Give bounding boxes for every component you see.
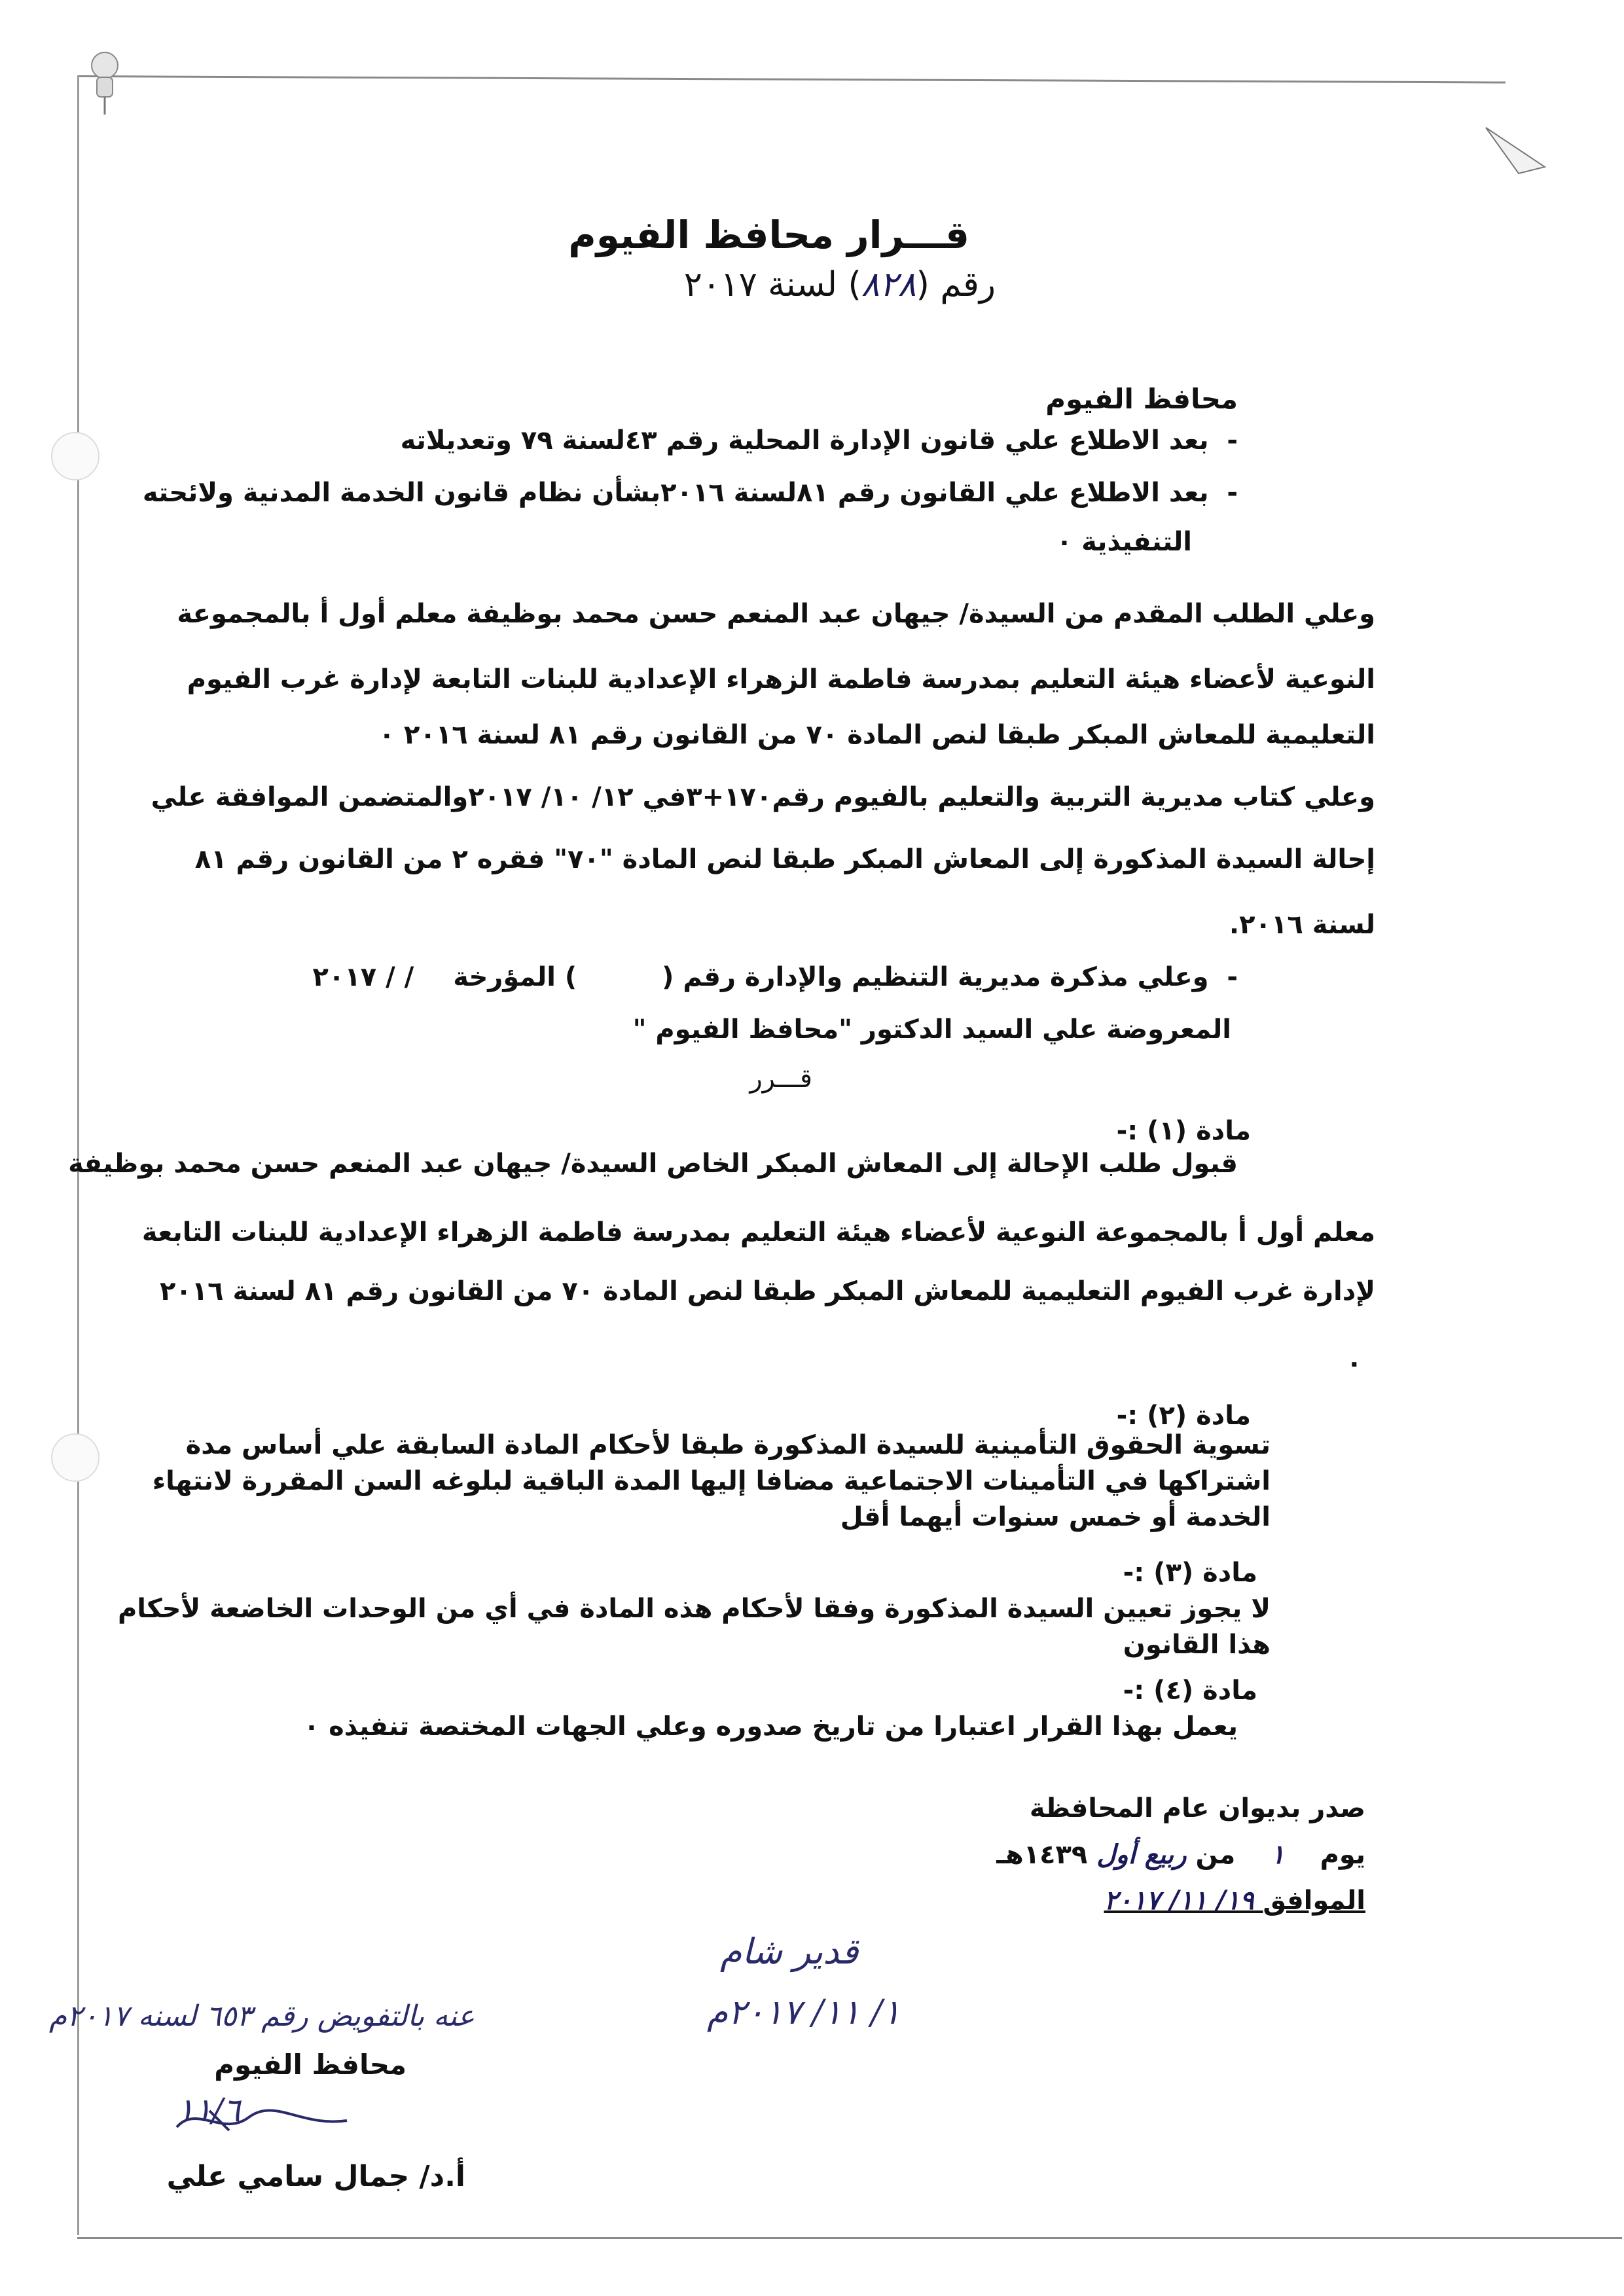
punch-hole	[51, 1433, 99, 1482]
signatory-title: محافظ الفيوم	[214, 2049, 406, 2081]
handwritten-initials: قدير شام	[720, 1931, 859, 1972]
article-heading: مادة (٢) :-	[1116, 1401, 1251, 1431]
article-line: لإدارة غرب الفيوم التعليمية للمعاش المبكر طبقا لنص المادة ٧٠ من القانون رقم ٨١ لسنة ٢٠١٦	[159, 1276, 1375, 1306]
preamble-continuation: التنفيذية ٠	[1056, 527, 1192, 557]
paragraph-line: إحالة السيدة المذكورة إلى المعاش المبكر طبقا لنص المادة "٧٠" فقره ٢ من القانون رقم ٨١	[194, 844, 1375, 874]
signatory-name: أ.د/ جمال سامي علي	[166, 2160, 465, 2193]
handwritten-date: ١/ ١١/ ٢٠١٧م	[707, 1993, 901, 2032]
preamble-bullet: - بعد الاطلاع علي قانون الإدارة المحلية رقم ٤٣لسنة ٧٩ وتعديلاته	[400, 425, 1238, 456]
article-line: قبول طلب الإحالة إلى المعاش المبكر الخاص السيدة/ جيهان عبد المنعم حسن محمد بوظيفة	[68, 1149, 1238, 1179]
article-line: يعمل بهذا القرار اعتبارا من تاريخ صدوره وعلي الجهات المختصة تنفيذه ٠	[303, 1712, 1238, 1742]
article-line: لا يجوز تعيين السيدة المذكورة وفقا لأحكام هذه المادة في أي من الوحدات الخاضعة لأحكام	[117, 1594, 1271, 1624]
article-heading: مادة (٤) :-	[1123, 1676, 1257, 1706]
article-line: الخدمة أو خمس سنوات أيهما أقل	[840, 1502, 1271, 1532]
article-line: ٠	[1346, 1348, 1362, 1378]
gregorian-date-line: الموافق ١٩/ ١١/ ٢٠١٧	[1104, 1885, 1365, 1916]
preamble-bullet: - بعد الاطلاع علي القانون رقم ٨١لسنة ٢٠١٦بشأن نظام قانون الخدمة المدنية ولائحته	[142, 478, 1238, 508]
delegation-note: عنه بالتفويض رقم ٦٥٣ لسنه ٢٠١٧م	[49, 2000, 475, 2033]
decree-title: قـــرار محافظ الفيوم	[568, 213, 969, 257]
scan-edge-top	[79, 75, 1506, 84]
article-line: اشتراكها في التأمينات الاجتماعية مضافا إليها المدة الباقية لبلوغه السن المقررة لانتهاء	[152, 1466, 1271, 1496]
article-heading: مادة (١) :-	[1116, 1116, 1251, 1146]
article-line: تسوية الحقوق التأمينية للسيدة المذكورة طبقا لأحكام المادة السابقة علي أساس مدة	[185, 1430, 1271, 1460]
decree-number: ٨٢٨	[861, 265, 916, 304]
folded-corner	[1479, 121, 1558, 180]
memo-line: - وعلي مذكرة مديرية التنظيم والإدارة رقم () المؤرخة/ / ٢٠١٧	[312, 962, 1238, 992]
decision-heading: قـــرر	[749, 1064, 812, 1094]
article-line: معلم أول أ بالمجموعة النوعية لأعضاء هيئة التعليم بمدرسة فاطمة الزهراء الإعدادية للبنات التابعة	[141, 1217, 1375, 1247]
push-pin-icon	[79, 46, 131, 118]
issued-at-line: صدر بديوان عام المحافظة	[1029, 1793, 1365, 1823]
paragraph-line: وعلي الطلب المقدم من السيدة/ جيهان عبد المنعم حسن محمد بوظيفة معلم أول أ بالمجموعة	[177, 599, 1375, 629]
paragraph-line: النوعية لأعضاء هيئة التعليم بمدرسة فاطمة الزهراء الإعدادية للبنات التابعة لإدارة غرب الفيوم	[187, 664, 1375, 694]
authority-heading: محافظ الفيوم	[1045, 383, 1238, 415]
hijri-date-line: يوم ١ من ربيع أول ١٤٣٩هـ	[996, 1839, 1365, 1870]
paragraph-line: التعليمية للمعاش المبكر طبقا لنص المادة ٧٠ من القانون رقم ٨١ لسنة ٢٠١٦ ٠	[378, 720, 1375, 750]
paragraph-line: لسنة ٢٠١٦.	[1229, 910, 1375, 940]
decree-number-line: رقم (٨٢٨) لسنة ٢٠١٧	[683, 265, 996, 304]
article-heading: مادة (٣) :-	[1123, 1558, 1257, 1588]
article-line: هذا القانون	[1123, 1630, 1271, 1660]
memo-line: المعروضة علي السيد الدكتور "محافظ الفيوم "	[632, 1014, 1231, 1045]
punch-hole	[51, 432, 99, 480]
scan-edge-bottom	[77, 2237, 1622, 2239]
signature-date: ١١/٦	[177, 2091, 241, 2129]
paragraph-line: وعلي كتاب مديرية التربية والتعليم بالفيوم رقم١٧٠+٣في ١٢/ ١٠/ ٢٠١٧والمتضمن الموافقة علي	[151, 782, 1375, 812]
